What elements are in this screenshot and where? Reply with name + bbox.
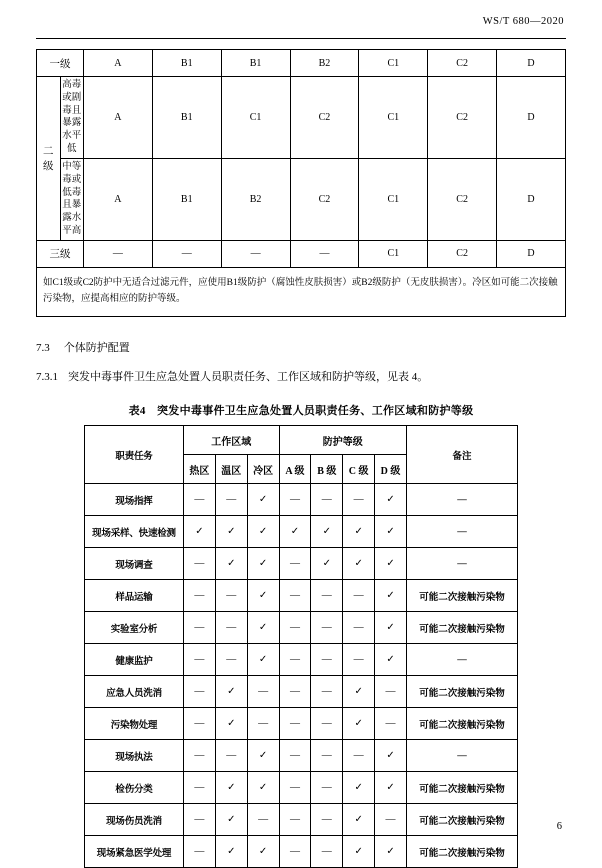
zone-cell: ✓ bbox=[247, 772, 279, 804]
table-row bbox=[85, 804, 518, 836]
table-row bbox=[85, 836, 518, 868]
cell: — bbox=[221, 240, 290, 267]
cell: C2 bbox=[290, 77, 359, 159]
zone-cell: ✓ bbox=[215, 548, 247, 580]
duty-cell: 现场调查 bbox=[85, 548, 184, 580]
zone-cell: — bbox=[184, 772, 216, 804]
zone-cell: — bbox=[215, 644, 247, 676]
header-zone-warm: 温区 bbox=[215, 455, 247, 484]
cell: A bbox=[84, 158, 153, 240]
zone-cell: — bbox=[184, 708, 216, 740]
zone-cell: ✓ bbox=[247, 548, 279, 580]
table-row bbox=[85, 676, 518, 708]
cell: — bbox=[290, 240, 359, 267]
cell: — bbox=[152, 240, 221, 267]
remark-cell: — bbox=[407, 740, 518, 772]
zone-cell: — bbox=[184, 740, 216, 772]
level-cell: — bbox=[343, 580, 375, 612]
table-row bbox=[85, 516, 518, 548]
header-level-a: A 级 bbox=[279, 455, 311, 484]
level-cell: ✓ bbox=[311, 548, 343, 580]
zone-cell: — bbox=[184, 580, 216, 612]
level-cell: — bbox=[343, 644, 375, 676]
level-cell: 一级 bbox=[37, 50, 84, 77]
zone-cell: ✓ bbox=[247, 740, 279, 772]
cell: B1 bbox=[152, 77, 221, 159]
zone-cell: ✓ bbox=[215, 836, 247, 868]
level-cell: — bbox=[311, 580, 343, 612]
duty-cell: 检伤分类 bbox=[85, 772, 184, 804]
table-row bbox=[37, 158, 566, 240]
duty-cell: 现场紧急医学处理 bbox=[85, 836, 184, 868]
table-note: 如C1级或C2防护中无适合过滤元件，应使用B1级防护（腐蚀性皮肤损害）或B2级防护（无皮肤损害）。冷区如可能二次接触污染物，应提高相应的防护等级。 bbox=[37, 267, 566, 316]
cell: D bbox=[497, 240, 566, 267]
zone-cell: — bbox=[184, 836, 216, 868]
table-row bbox=[85, 708, 518, 740]
level-cell: — bbox=[311, 804, 343, 836]
duty-cell: 现场执法 bbox=[85, 740, 184, 772]
level-cell: ✓ bbox=[343, 676, 375, 708]
level-cell: — bbox=[343, 612, 375, 644]
level-cell: — bbox=[279, 644, 311, 676]
condition-cell: 高毒或剧毒且暴露水平低 bbox=[60, 77, 84, 159]
level-cell: ✓ bbox=[375, 580, 407, 612]
header-protection-level: 防护等级 bbox=[279, 426, 406, 455]
remark-cell: 可能二次接触污染物 bbox=[407, 836, 518, 868]
cell: D bbox=[497, 158, 566, 240]
level-cell: — bbox=[311, 772, 343, 804]
table-row bbox=[85, 740, 518, 772]
section-paragraph bbox=[36, 369, 566, 387]
duty-cell: 现场指挥 bbox=[85, 484, 184, 516]
zone-cell: ✓ bbox=[247, 836, 279, 868]
header-level-d: D 级 bbox=[375, 455, 407, 484]
table-row bbox=[85, 484, 518, 516]
zone-cell: — bbox=[184, 804, 216, 836]
cell: C2 bbox=[428, 158, 497, 240]
table-row bbox=[85, 612, 518, 644]
remark-cell: — bbox=[407, 644, 518, 676]
level-cell: — bbox=[311, 612, 343, 644]
level-cell: ✓ bbox=[343, 548, 375, 580]
header-divider bbox=[36, 38, 566, 39]
section-title: 个体防护配置 bbox=[63, 341, 130, 354]
header-work-area: 工作区域 bbox=[184, 426, 280, 455]
level-cell: — bbox=[375, 804, 407, 836]
level-cell: — bbox=[375, 708, 407, 740]
zone-cell: — bbox=[247, 676, 279, 708]
cell: C2 bbox=[290, 158, 359, 240]
zone-cell: — bbox=[215, 484, 247, 516]
duty-cell: 应急人员洗消 bbox=[85, 676, 184, 708]
level-cell: ✓ bbox=[311, 516, 343, 548]
table-header-row bbox=[85, 426, 518, 455]
level-cell: — bbox=[375, 676, 407, 708]
header-duty: 职责任务 bbox=[85, 426, 184, 484]
duty-cell: 现场伤员洗消 bbox=[85, 804, 184, 836]
level-cell: — bbox=[311, 484, 343, 516]
table4-caption: 表4 突发中毒事件卫生应急处置人员职责任务、工作区域和防护等级 bbox=[128, 405, 474, 418]
header-remark: 备注 bbox=[407, 426, 518, 484]
level-cell: — bbox=[311, 836, 343, 868]
cell: B1 bbox=[152, 158, 221, 240]
level-cell: — bbox=[279, 676, 311, 708]
zone-cell: ✓ bbox=[215, 772, 247, 804]
table-row bbox=[37, 240, 566, 267]
zone-cell: ✓ bbox=[247, 612, 279, 644]
zone-cell: ✓ bbox=[184, 516, 216, 548]
level-cell: — bbox=[279, 836, 311, 868]
level-cell: — bbox=[311, 740, 343, 772]
level-cell: — bbox=[279, 708, 311, 740]
page-number: 6 bbox=[556, 821, 562, 832]
zone-cell: ✓ bbox=[247, 516, 279, 548]
zone-cell: — bbox=[184, 644, 216, 676]
table-protection-levels bbox=[36, 49, 566, 317]
cell: B1 bbox=[152, 50, 221, 77]
level-cell: ✓ bbox=[279, 516, 311, 548]
zone-cell: — bbox=[184, 612, 216, 644]
zone-cell: — bbox=[184, 548, 216, 580]
cell: A bbox=[84, 50, 153, 77]
level-cell: 二级 bbox=[37, 77, 61, 241]
table-row bbox=[85, 772, 518, 804]
table-duty-protection bbox=[84, 425, 518, 868]
zone-cell: — bbox=[247, 708, 279, 740]
zone-cell: ✓ bbox=[247, 644, 279, 676]
duty-cell: 实验室分析 bbox=[85, 612, 184, 644]
duty-cell: 健康监护 bbox=[85, 644, 184, 676]
zone-cell: ✓ bbox=[215, 516, 247, 548]
level-cell: ✓ bbox=[343, 804, 375, 836]
level-cell: — bbox=[279, 804, 311, 836]
cell: C1 bbox=[221, 77, 290, 159]
level-cell: — bbox=[279, 580, 311, 612]
remark-cell: — bbox=[407, 484, 518, 516]
cell: A bbox=[84, 77, 153, 159]
cell: C1 bbox=[359, 240, 428, 267]
document-id: WS/T 680—2020 bbox=[482, 16, 564, 27]
remark-cell: 可能二次接触污染物 bbox=[407, 612, 518, 644]
level-cell: ✓ bbox=[343, 708, 375, 740]
level-cell: — bbox=[343, 740, 375, 772]
level-cell: ✓ bbox=[375, 772, 407, 804]
cell: C1 bbox=[359, 158, 428, 240]
cell: — bbox=[84, 240, 153, 267]
zone-cell: ✓ bbox=[247, 484, 279, 516]
level-cell: — bbox=[343, 484, 375, 516]
condition-cell: 中等毒或低毒且暴露水平高 bbox=[60, 158, 84, 240]
duty-cell: 污染物处理 bbox=[85, 708, 184, 740]
remark-cell: 可能二次接触污染物 bbox=[407, 708, 518, 740]
cell: B2 bbox=[221, 158, 290, 240]
table-row bbox=[37, 50, 566, 77]
level-cell: ✓ bbox=[375, 644, 407, 676]
level-cell: — bbox=[279, 740, 311, 772]
cell: B2 bbox=[290, 50, 359, 77]
header-zone-cold: 冷区 bbox=[247, 455, 279, 484]
paragraph-text: 突发中毒事件卫生应急处置人员职责任务、工作区域和防护等级，见表 4。 bbox=[68, 370, 429, 383]
zone-cell: — bbox=[215, 740, 247, 772]
table-row bbox=[85, 644, 518, 676]
remark-cell: — bbox=[407, 516, 518, 548]
zone-cell: — bbox=[247, 804, 279, 836]
table-row bbox=[85, 548, 518, 580]
level-cell: ✓ bbox=[343, 836, 375, 868]
zone-cell: ✓ bbox=[215, 708, 247, 740]
level-cell: ✓ bbox=[375, 612, 407, 644]
cell: D bbox=[497, 50, 566, 77]
duty-cell: 现场采样、快速检测 bbox=[85, 516, 184, 548]
table-row bbox=[37, 267, 566, 316]
remark-cell: 可能二次接触污染物 bbox=[407, 676, 518, 708]
level-cell: ✓ bbox=[375, 516, 407, 548]
cell: C2 bbox=[428, 50, 497, 77]
zone-cell: — bbox=[215, 580, 247, 612]
zone-cell: ✓ bbox=[215, 804, 247, 836]
duty-cell: 样品运输 bbox=[85, 580, 184, 612]
level-cell: 三级 bbox=[37, 240, 84, 267]
level-cell: ✓ bbox=[343, 772, 375, 804]
remark-cell: 可能二次接触污染物 bbox=[407, 580, 518, 612]
remark-cell: 可能二次接触污染物 bbox=[407, 772, 518, 804]
zone-cell: ✓ bbox=[215, 676, 247, 708]
zone-cell: — bbox=[215, 612, 247, 644]
remark-cell: — bbox=[407, 548, 518, 580]
paragraph-number: 7.3.1 bbox=[36, 370, 58, 383]
level-cell: ✓ bbox=[343, 516, 375, 548]
table-row bbox=[85, 580, 518, 612]
level-cell: ✓ bbox=[375, 548, 407, 580]
level-cell: — bbox=[279, 548, 311, 580]
section-number: 7.3 bbox=[36, 341, 50, 354]
cell: C1 bbox=[359, 50, 428, 77]
header-level-c: C 级 bbox=[343, 455, 375, 484]
header-level-b: B 级 bbox=[311, 455, 343, 484]
level-cell: — bbox=[311, 644, 343, 676]
level-cell: ✓ bbox=[375, 836, 407, 868]
zone-cell: — bbox=[184, 484, 216, 516]
zone-cell: ✓ bbox=[247, 580, 279, 612]
level-cell: — bbox=[279, 612, 311, 644]
cell: C1 bbox=[359, 77, 428, 159]
remark-cell: 可能二次接触污染物 bbox=[407, 804, 518, 836]
cell: C2 bbox=[428, 77, 497, 159]
page-header bbox=[36, 0, 566, 34]
level-cell: — bbox=[279, 772, 311, 804]
level-cell: ✓ bbox=[375, 740, 407, 772]
cell: D bbox=[497, 77, 566, 159]
header-zone-hot: 热区 bbox=[184, 455, 216, 484]
level-cell: — bbox=[279, 484, 311, 516]
cell: C2 bbox=[428, 240, 497, 267]
zone-cell: — bbox=[184, 676, 216, 708]
table-row bbox=[37, 77, 566, 159]
level-cell: — bbox=[311, 676, 343, 708]
level-cell: — bbox=[311, 708, 343, 740]
cell: B1 bbox=[221, 50, 290, 77]
level-cell: ✓ bbox=[375, 484, 407, 516]
section-heading bbox=[36, 339, 566, 355]
